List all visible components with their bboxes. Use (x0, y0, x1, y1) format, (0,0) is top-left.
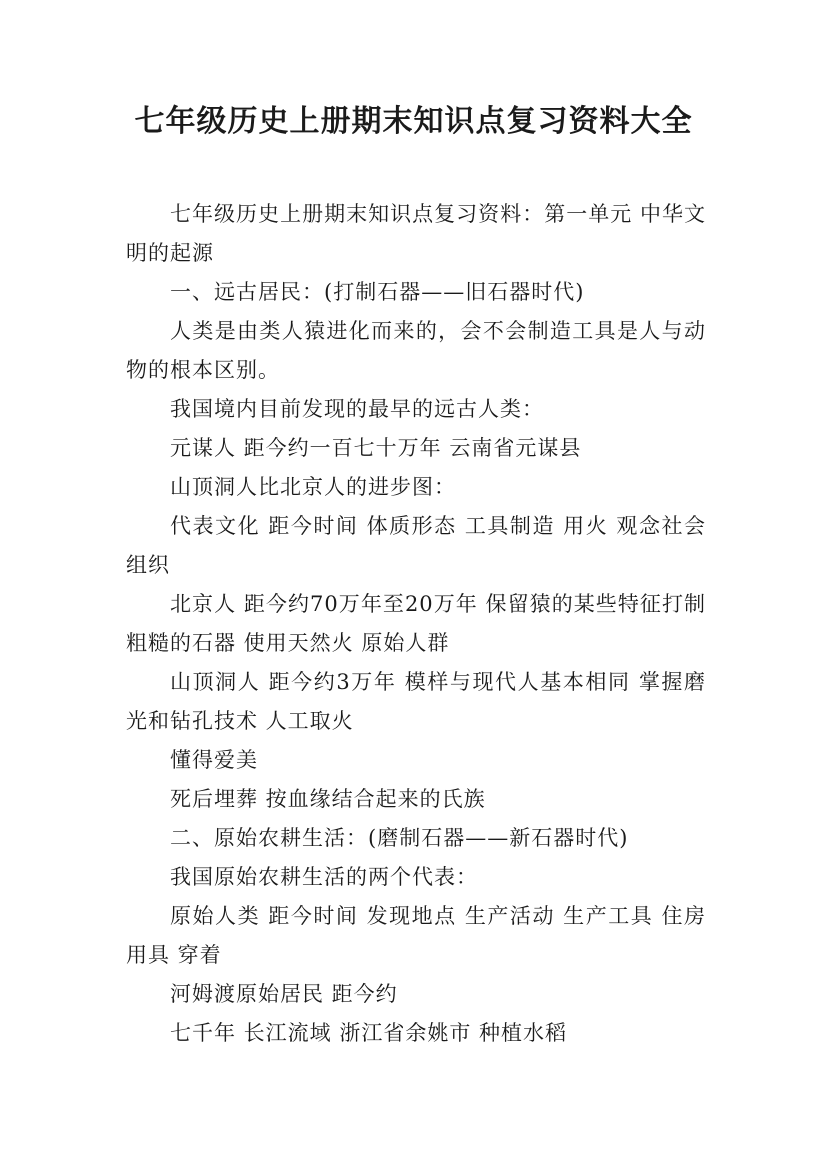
paragraph: 一、远古居民：(打制石器——旧石器时代) (170, 280, 585, 304)
paragraph: 代表文化 距今时间 体质形态 工具制造 用火 观念社会组织 (126, 514, 706, 577)
document-title: 七年级历史上册期末知识点复习资料大全 (134, 104, 693, 139)
paragraph: 二、原始农耕生活：(磨制石器——新石器时代) (170, 826, 629, 850)
paragraph: 山顶洞人比北京人的进步图： (170, 475, 456, 499)
paragraph: 七年级历史上册期末知识点复习资料：第一单元 中华文明的起源 (126, 202, 706, 265)
paragraph: 原始人类 距今时间 发现地点 生产活动 生产工具 住房 用具 穿着 (126, 904, 706, 967)
paragraph: 七千年 长江流域 浙江省余姚市 种植水稻 (170, 1021, 568, 1045)
paragraph: 我国原始农耕生活的两个代表： (170, 865, 478, 889)
paragraph: 北京人 距今约70万年至20万年 保留猿的某些特征打制粗糙的石器 使用天然火 原始人群 (126, 592, 706, 655)
paragraph: 山顶洞人 距今约3万年 模样与现代人基本相同 掌握磨光和钻孔技术 人工取火 (126, 670, 706, 733)
paragraph: 我国境内目前发现的最早的远古人类： (170, 397, 544, 421)
document-body (126, 195, 706, 1053)
paragraph: 懂得爱美 (170, 748, 258, 772)
paragraph: 死后埋葬 按血缘结合起来的氏族 (170, 787, 486, 811)
paragraph: 元谋人 距今约一百七十万年 云南省元谋县 (170, 436, 582, 460)
paragraph: 人类是由类人猿进化而来的，会不会制造工具是人与动物的根本区别。 (126, 319, 706, 382)
paragraph: 河姆渡原始居民 距今约 (170, 982, 398, 1006)
